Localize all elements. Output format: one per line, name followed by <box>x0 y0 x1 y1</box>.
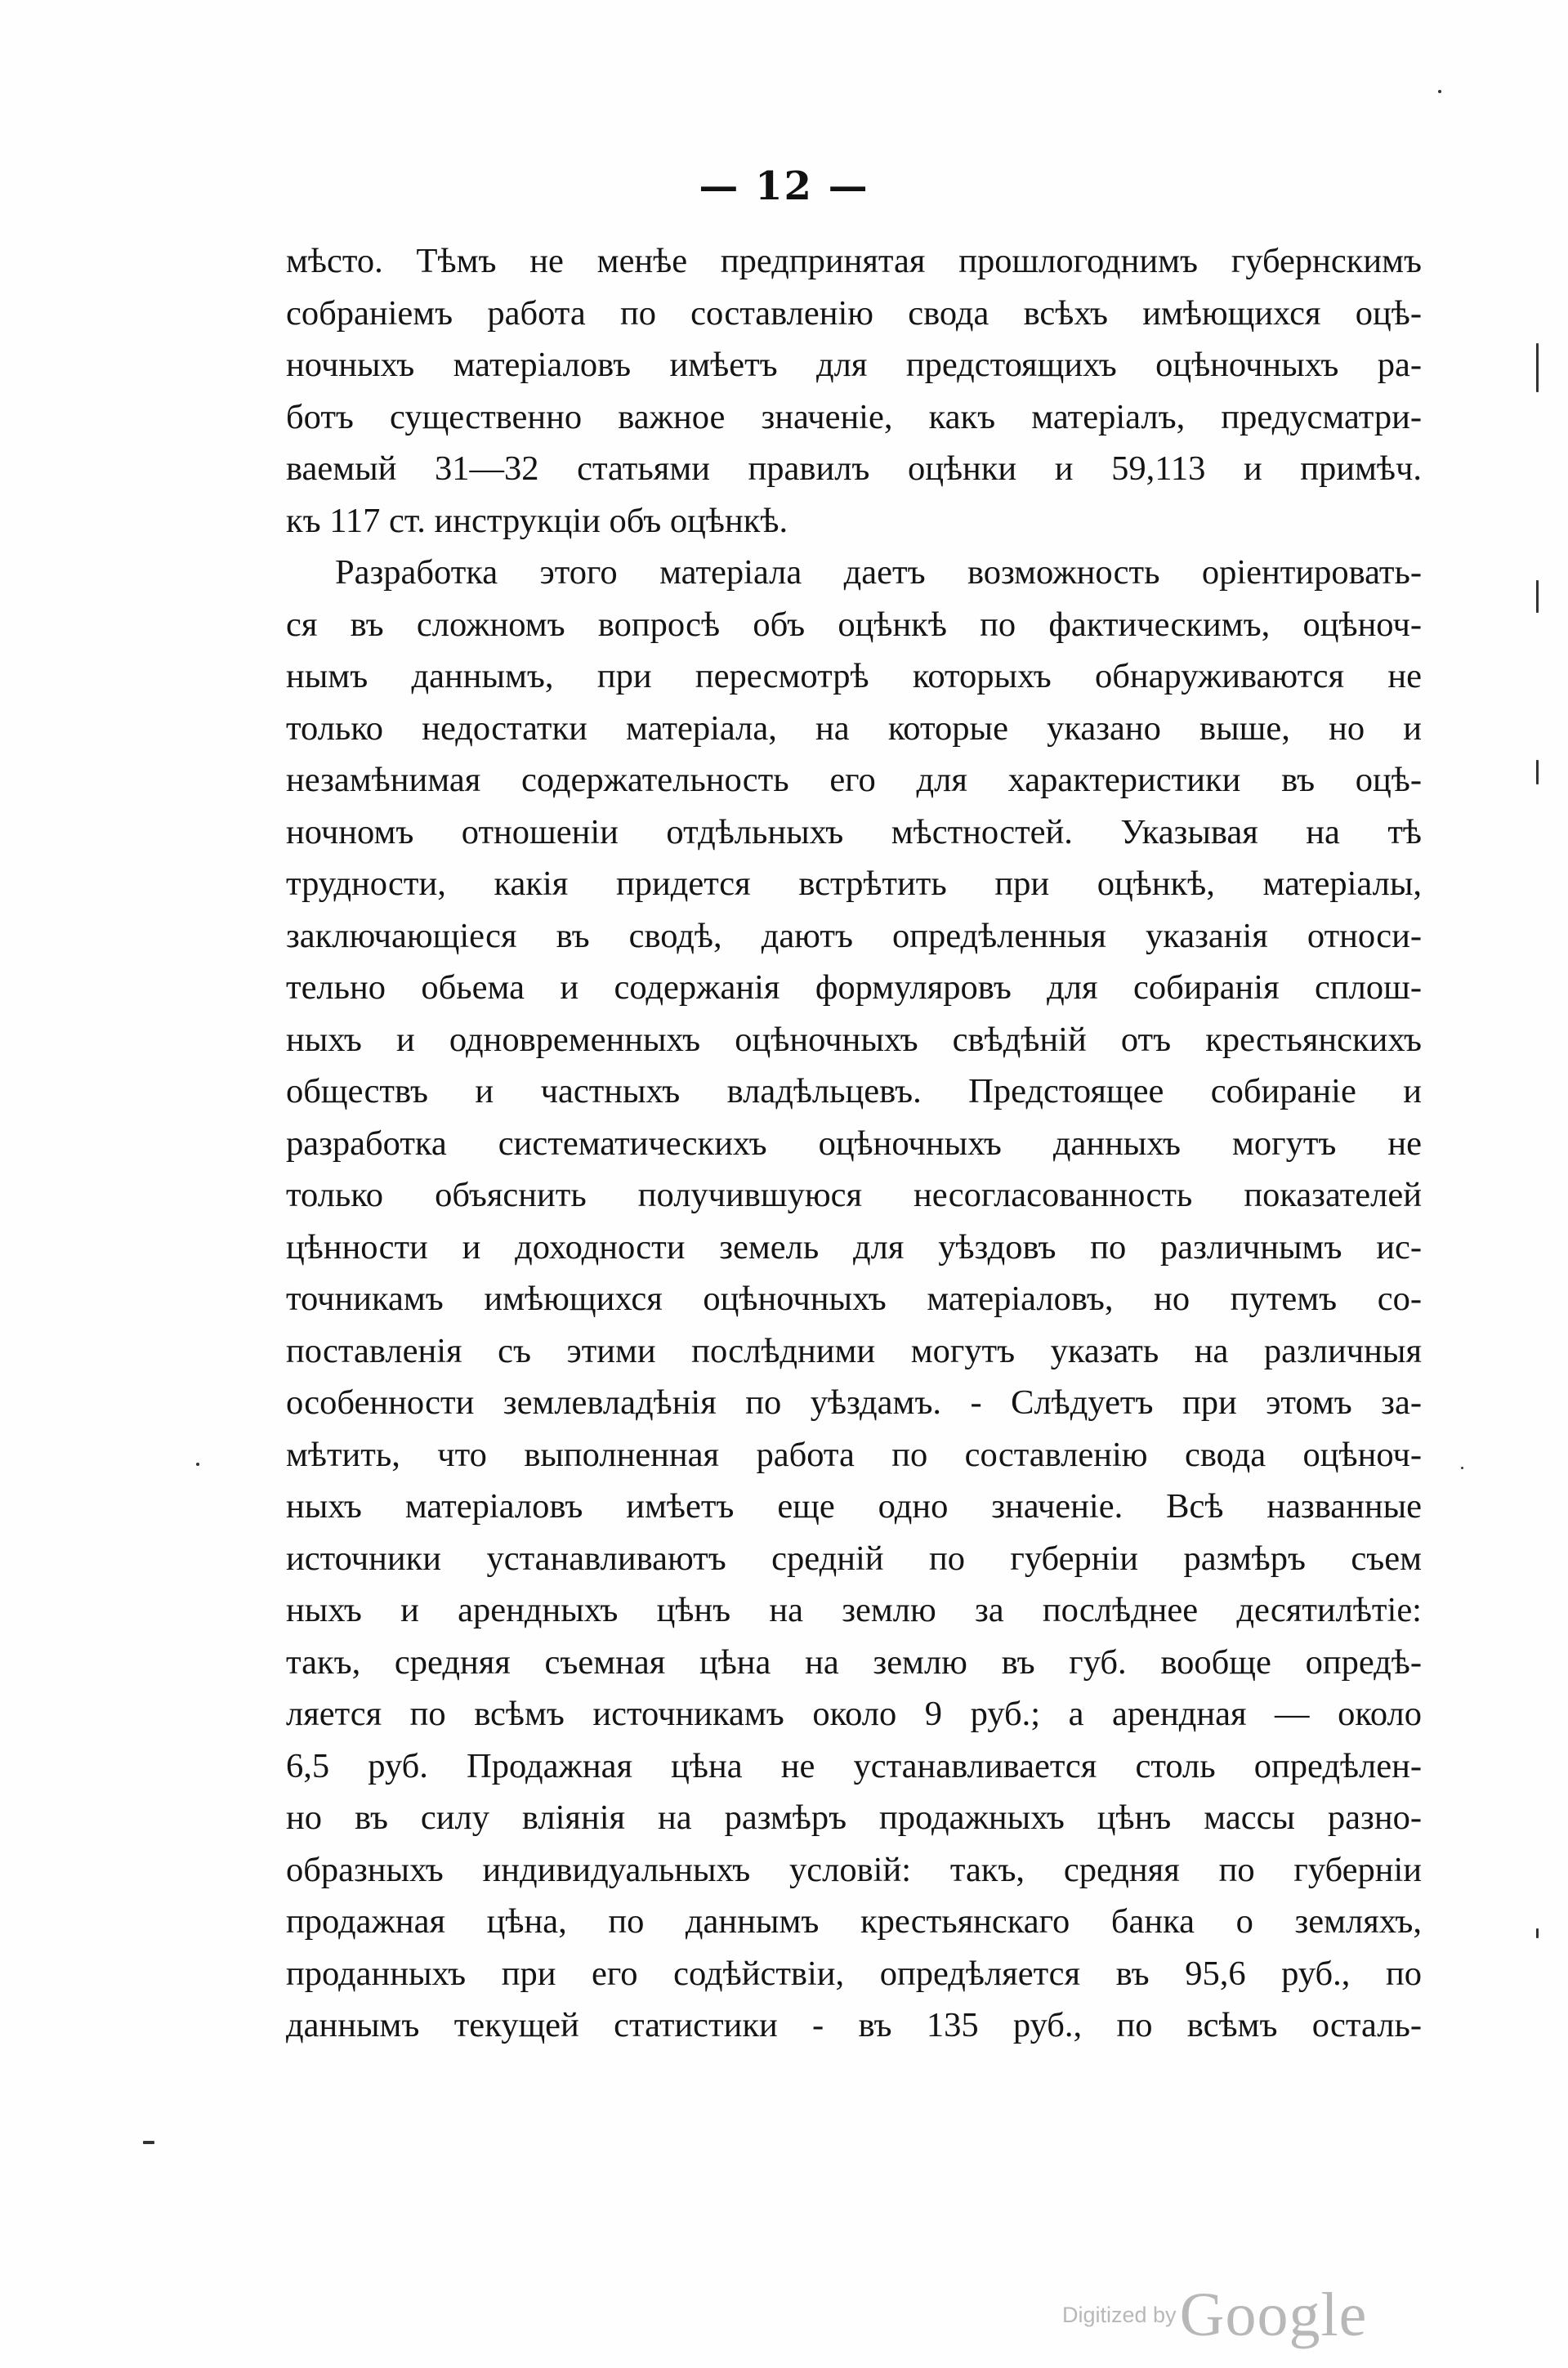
body-text <box>286 235 1422 2052</box>
text-line: къ 117 ст. инструкціи объ оцѣнкѣ. <box>286 501 788 540</box>
text-line: ся въ сложномъ вопросѣ объ оцѣнкѣ по фактическимъ, оцѣноч- <box>286 605 1422 644</box>
page-number: — 12 — <box>699 163 869 209</box>
text-line: ляется по всѣмъ источникамъ около 9 руб.; а арендная — около <box>286 1695 1422 1733</box>
text-line: поставленія съ этими послѣдними могутъ указать на различныя <box>286 1331 1422 1370</box>
text-line: но въ силу вліянія на размѣръ продажныхъ цѣнъ массы разно- <box>286 1798 1422 1837</box>
text-line: даннымъ текущей статистики - въ 135 руб., по всѣмъ осталь- <box>286 2006 1422 2044</box>
watermark-prefix: Digitized by <box>1062 2303 1177 2327</box>
text-line: продажная цѣна, по даннымъ крестьянскаго банка о земляхъ, <box>286 1902 1422 1941</box>
scan-speck <box>1536 580 1539 613</box>
text-line: заключающіеся въ сводѣ, даютъ опредѣленныя указанія относи- <box>286 916 1422 955</box>
text-line: ночныхъ матеріаловъ имѣетъ для предстоящихъ оцѣночныхъ ра- <box>286 346 1422 384</box>
text-line: нымъ даннымъ, при пересмотрѣ которыхъ обнаруживаются не <box>286 657 1422 695</box>
text-line: точникамъ имѣющихся оцѣночныхъ матеріаловъ, но путемъ со- <box>286 1280 1422 1318</box>
text-line: мѣтить, что выполненная работа по составленію свода оцѣноч- <box>286 1435 1422 1474</box>
text-line: разработка систематическихъ оцѣночныхъ данныхъ могутъ не <box>286 1124 1422 1163</box>
text-line: трудности, какія придется встрѣтить при оцѣнкѣ, матеріалы, <box>286 865 1422 903</box>
scan-speck <box>196 1463 199 1466</box>
text-line: цѣнности и доходности земель для уѣздовъ по различнымъ ис- <box>286 1227 1422 1267</box>
scan-speck <box>1536 343 1539 392</box>
scan-speck <box>1536 760 1539 784</box>
text-line: 6,5 руб. Продажная цѣна не устанавливается столь опредѣлен- <box>286 1746 1422 1785</box>
text-line: только объяснить получившуюся несогласованность показателей <box>286 1176 1422 1214</box>
scan-speck <box>1536 1928 1539 1938</box>
text-line: ныхъ и одновременныхъ оцѣночныхъ свѣдѣній отъ крестьянскихъ <box>286 1020 1422 1059</box>
text-line: ныхъ и арендныхъ цѣнъ на землю за послѣднее десятилѣтіе: <box>286 1591 1422 1629</box>
text-line: мѣсто. Тѣмъ не менѣе предпринятая прошлогоднимъ губернскимъ <box>286 242 1422 280</box>
text-line: собраніемъ работа по составленію свода всѣхъ имѣющихся оцѣ- <box>286 293 1422 333</box>
text-line: тельно обьема и содержанія формуляровъ для собиранія сплош- <box>286 968 1422 1007</box>
text-line: Разработка этого матеріала даетъ возможность оріентировать- <box>335 553 1422 592</box>
text-line: ботъ существенно важное значеніе, какъ матеріалъ, предусматри- <box>286 397 1422 436</box>
scan-speck <box>1438 90 1441 93</box>
text-line: особенности землевладѣнія по уѣздамъ. - Слѣдуетъ при этомъ за- <box>286 1383 1422 1422</box>
text-line: только недостатки матеріала, на которые указано выше, но и <box>286 708 1422 748</box>
text-line: образныхъ индивидуальныхъ условій: такъ, средняя по губерніи <box>286 1850 1422 1889</box>
text-line: ваемый 31—32 статьями правилъ оцѣнки и 59,113 и примѣч. <box>286 449 1422 488</box>
text-line: ныхъ матеріаловъ имѣетъ еще одно значеніе. Всѣ названные <box>286 1487 1422 1526</box>
text-line: проданныхъ при его содѣйствіи, опредѣляется въ 95,6 руб., по <box>286 1954 1422 1993</box>
digitized-watermark <box>1062 2280 1367 2351</box>
text-line: обществъ и частныхъ владѣльцевъ. Предстоящее собираніе и <box>286 1072 1422 1110</box>
text-line: ночномъ отношеніи отдѣльныхъ мѣстностей. Указывая на тѣ <box>286 812 1422 851</box>
text-line: незамѣнимая содержательность его для характеристики въ оцѣ- <box>286 761 1422 799</box>
scan-speck <box>143 2141 154 2144</box>
text-line: такъ, средняя съемная цѣна на землю въ губ. вообще опредѣ- <box>286 1642 1422 1682</box>
scan-speck <box>1461 1467 1463 1469</box>
text-line: источники устанавливаютъ средній по губерніи размѣръ съем <box>286 1539 1422 1578</box>
google-logo: Google <box>1179 2281 1368 2349</box>
